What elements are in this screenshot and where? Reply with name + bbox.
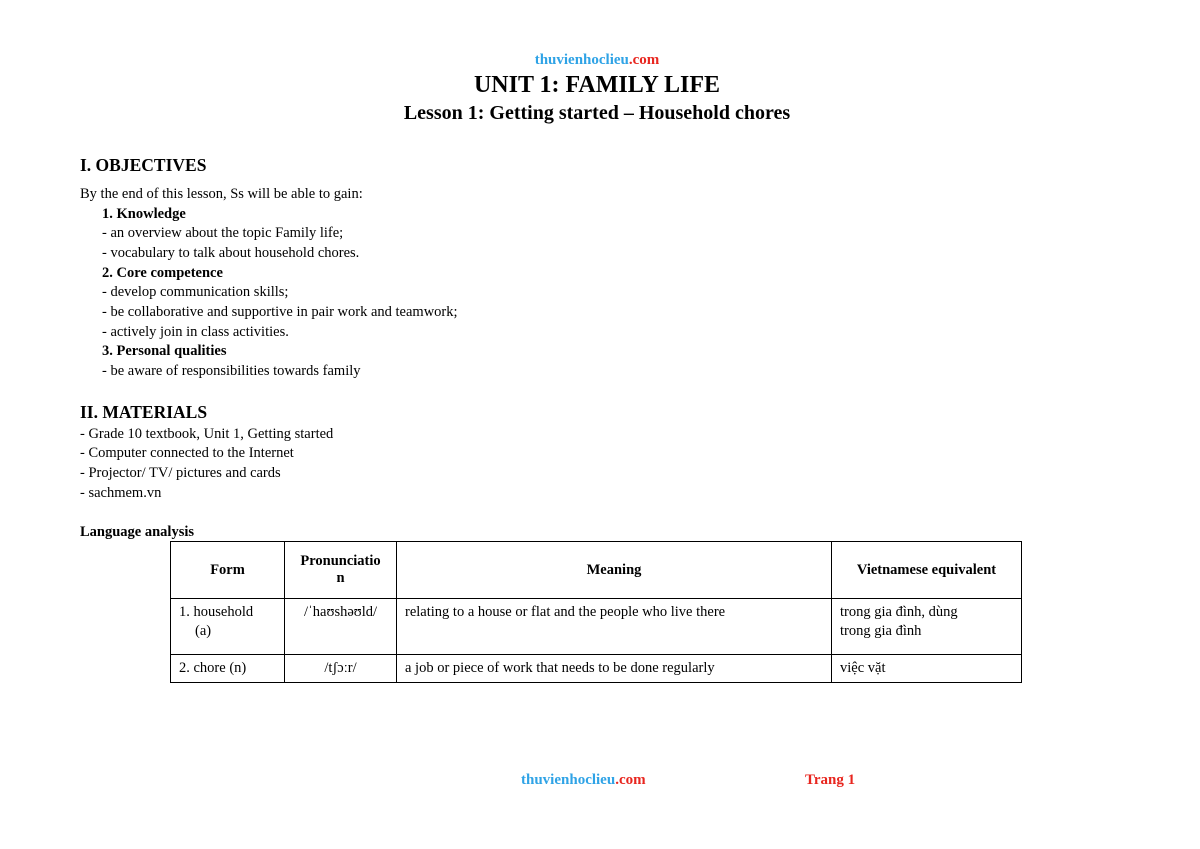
knowledge-item: - vocabulary to talk about household chores. bbox=[102, 245, 360, 261]
footer-brand-name: thuvienhoclieu bbox=[521, 772, 616, 788]
materials-item: - Grade 10 textbook, Unit 1, Getting started bbox=[80, 426, 334, 442]
header-brand bbox=[0, 52, 1194, 69]
column-header-pronunciation bbox=[285, 542, 397, 599]
knowledge-item: - an overview about the topic Family life; bbox=[102, 225, 344, 241]
header-brand-name: thuvienhoclieu bbox=[534, 52, 629, 68]
footer-brand bbox=[521, 772, 646, 789]
unit-title: UNIT 1: FAMILY LIFE bbox=[473, 72, 721, 98]
column-header-vietnamese: Vietnamese equivalent bbox=[832, 542, 1022, 599]
competence-item: - be collaborative and supportive in pair work and teamwork; bbox=[102, 304, 458, 320]
lesson-title: Lesson 1: Getting started – Household chores bbox=[403, 102, 791, 124]
language-analysis-table bbox=[170, 541, 1022, 683]
qualities-heading: 3. Personal qualities bbox=[102, 343, 227, 359]
materials-item: - sachmem.vn bbox=[80, 485, 162, 501]
materials-item: - Projector/ TV/ pictures and cards bbox=[80, 465, 281, 481]
cell-form-line1: 1. household bbox=[179, 604, 254, 620]
competence-item: - develop communication skills; bbox=[102, 284, 289, 300]
cell-pronunciation: /ˈhaʊshəʊld/ bbox=[285, 599, 397, 655]
cell-vietnamese bbox=[832, 599, 1022, 655]
language-analysis-label: Language analysis bbox=[80, 524, 195, 540]
column-header-meaning: Meaning bbox=[397, 542, 832, 599]
cell-meaning: relating to a house or flat and the people who live there bbox=[397, 599, 832, 655]
page-number: Trang 1 bbox=[805, 772, 856, 788]
materials-heading: II. MATERIALS bbox=[80, 402, 208, 422]
competence-item: - actively join in class activities. bbox=[102, 324, 289, 340]
cell-form-line2: (a) bbox=[195, 623, 212, 639]
cell-meaning: a job or piece of work that needs to be done regularly bbox=[397, 655, 832, 683]
competence-heading: 2. Core competence bbox=[102, 265, 223, 281]
qualities-item: - be aware of responsibilities towards family bbox=[102, 363, 361, 379]
table-row bbox=[171, 655, 1022, 683]
knowledge-heading: 1. Knowledge bbox=[102, 206, 186, 222]
cell-vietnamese-line2: trong gia đình bbox=[840, 623, 922, 639]
cell-vietnamese: việc vặt bbox=[832, 655, 1022, 683]
cell-vietnamese-line1: trong gia đình, dùng bbox=[840, 604, 958, 620]
footer-brand-tld: .com bbox=[615, 772, 646, 788]
cell-form bbox=[171, 599, 285, 655]
column-header-pron-line2: n bbox=[336, 570, 345, 586]
table-header-row bbox=[171, 542, 1022, 599]
objectives-intro: By the end of this lesson, Ss will be able to gain: bbox=[80, 186, 363, 202]
cell-pronunciation: /tʃɔːr/ bbox=[285, 655, 397, 683]
objectives-heading: I. OBJECTIVES bbox=[80, 155, 207, 175]
column-header-form: Form bbox=[171, 542, 285, 599]
header-brand-tld: .com bbox=[628, 52, 660, 68]
cell-form: 2. chore (n) bbox=[171, 655, 285, 683]
materials-item: - Computer connected to the Internet bbox=[80, 445, 294, 461]
table-row bbox=[171, 599, 1022, 655]
column-header-pron-line1: Pronunciatio bbox=[300, 553, 381, 569]
